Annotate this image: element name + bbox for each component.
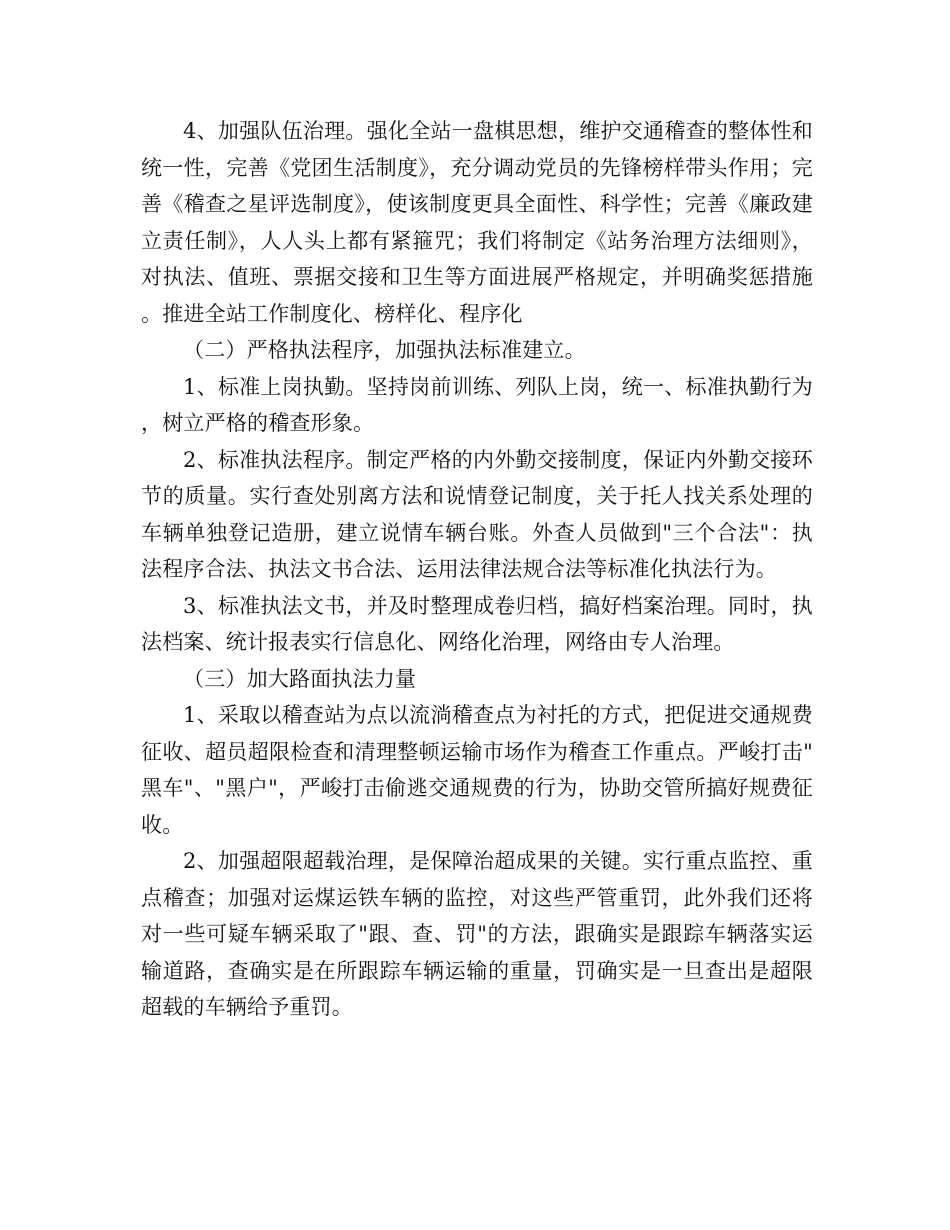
section-heading-road-enforcement: （三）加大路面执法力量 (183, 666, 417, 691)
document-body (141, 113, 813, 1026)
paragraph-standard-duty: 1、标准上岗执勤。坚持岗前训练、列队上岗，统一、标准执勤行为，树立严格的稽查形象。 (141, 374, 813, 435)
paragraph-team-management: 4、加强队伍治理。强化全站一盘棋思想，维护交通稽查的整体性和统一性，完善《党团生活制度》，充分调动党员的先锋榜样带头作用；完善《稽查之星评选制度》，使该制度更具全面性、科学性；完善《廉政建立责任制》，人人头上都有紧箍咒；我们将制定《站务治理方法细则》，对执法、值班、票据交接和卫生等方面进展严格规定，并明确奖惩措施。推进全站工作制度化、榜样化、程序化 (141, 119, 813, 326)
paragraph-standard-procedure: 2、标准执法程序。制定严格的内外勤交接制度，保证内外勤交接环节的质量。实行查处别离方法和说情登记制度，关于托人找关系处理的车辆单独登记造册，建立说情车辆台账。外查人员做到"三个合法"：执法程序合法、执法文书合法、运用法律法规合法等标准化执法行为。 (141, 447, 813, 581)
section-heading-strict-procedure: （二）严格执法程序，加强执法标准建立。 (183, 338, 586, 362)
paragraph-overload-control: 2、加强超限超载治理，是保障治超成果的关键。实行重点监控、重点稽查；加强对运煤运铁车辆的监控，对这些严管重罚，此外我们还将对一些可疑车辆采取了"跟、查、罚"的方法，跟确实是跟踪车辆落实运输道路，查确实是在所跟踪车辆运输的重量，罚确实是一旦查出是超限超载的车辆给予重罚。 (141, 849, 813, 1019)
paragraph-inspection-method: 1、采取以稽查站为点以流淌稽查点为衬托的方式，把促进交通规费征收、超员超限检查和清理整顿运输市场作为稽查工作重点。严峻打击"黑车"、"黑户"，严峻打击偷逃交通规费的行为，协助交管所搞好规费征收。 (141, 703, 813, 837)
paragraph-standard-documents: 3、标准执法文书，并及时整理成卷归档，搞好档案治理。同时，执法档案、统计报表实行信息化、网络化治理，网络由专人治理。 (141, 593, 813, 654)
